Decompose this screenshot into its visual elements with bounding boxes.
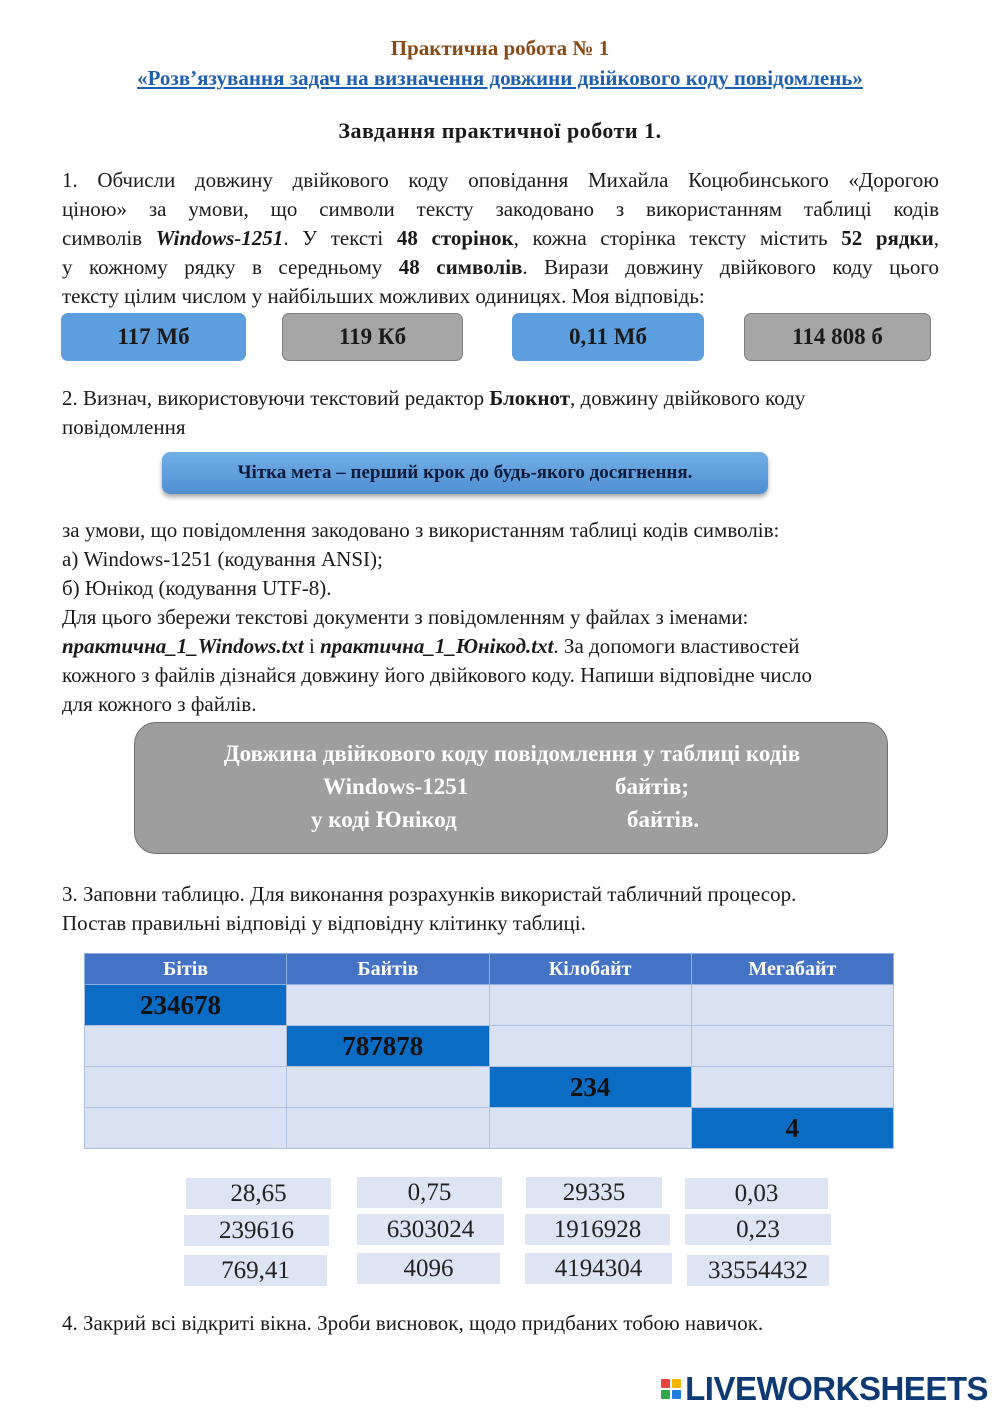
column-header-bits: Бітів bbox=[85, 954, 287, 985]
task2-line: 2. Визнач, використовуючи текстовий редактор Блокнот, довжину двійкового коду bbox=[62, 386, 806, 410]
task2-line: повідомлення bbox=[62, 415, 186, 439]
worksheet-title: Практична робота № 1 bbox=[390, 36, 610, 60]
task-heading: Завдання практичної роботи 1. bbox=[338, 118, 662, 143]
drop-cell[interactable] bbox=[489, 1026, 691, 1067]
column-header-bytes: Байтів bbox=[287, 954, 489, 985]
conversion-table bbox=[84, 953, 894, 1149]
message-banner: Чітка мета – перший крок до будь-якого досягнення. bbox=[162, 452, 768, 494]
answer-option-4[interactable]: 114 808 б bbox=[744, 313, 931, 361]
drop-cell[interactable] bbox=[85, 1026, 287, 1067]
answer-box bbox=[134, 722, 888, 854]
drop-cell[interactable] bbox=[287, 1067, 489, 1108]
answer-chip[interactable]: 769,41 bbox=[184, 1255, 327, 1286]
task4-line: 4. Закрий всі відкриті вікна. Зроби висновок, щодо придбаних тобою навичок. bbox=[62, 1311, 764, 1335]
answer-chip[interactable]: 29335 bbox=[526, 1177, 662, 1208]
answer-line: Довжина двійкового коду повідомлення у таблиці кодів bbox=[223, 741, 801, 766]
answer-chip[interactable]: 4096 bbox=[357, 1253, 500, 1284]
answer-unit: байтів; bbox=[615, 774, 690, 799]
answer-chip[interactable]: 28,65 bbox=[186, 1178, 331, 1209]
liveworksheets-logo bbox=[661, 1370, 988, 1408]
answer-chip[interactable]: 239616 bbox=[184, 1215, 329, 1246]
task1-line: 1. Обчисли довжину двійкового коду оповідання Михайла Коцюбинського «Дорогою bbox=[62, 168, 939, 192]
task2-line: за умови, що повідомлення закодовано з використанням таблиці кодів символів: bbox=[62, 518, 780, 542]
answer-chip[interactable]: 0,23 bbox=[685, 1214, 831, 1245]
task3-line: Постав правильні відповіді у відповідну клітинку таблиці. bbox=[62, 911, 586, 935]
given-value-cell: 4 bbox=[691, 1108, 893, 1149]
drop-cell[interactable] bbox=[489, 985, 691, 1026]
task2-line: кожного з файлів дізнайся довжину його двійкового коду. Напиши відповідне число bbox=[62, 663, 812, 687]
table-row bbox=[85, 1067, 894, 1108]
drop-cell[interactable] bbox=[85, 1067, 287, 1108]
drop-cell[interactable] bbox=[691, 985, 893, 1026]
answer-chip[interactable]: 0,75 bbox=[357, 1177, 502, 1208]
table-row bbox=[85, 985, 894, 1026]
drop-cell[interactable] bbox=[691, 1067, 893, 1108]
task1-line: ціною» за умови, що символи тексту закодовано з використанням таблиці кодів bbox=[62, 197, 939, 221]
task2-line: для кожного з файлів. bbox=[62, 692, 257, 716]
given-value-cell: 234 bbox=[489, 1067, 691, 1108]
task2-line: а) Windows-1251 (кодування ANSI); bbox=[62, 547, 383, 571]
answer-chip[interactable]: 33554432 bbox=[687, 1255, 829, 1286]
drop-cell[interactable] bbox=[85, 1108, 287, 1149]
answer-label-unicode: у коді Юнікод bbox=[311, 807, 457, 832]
answer-label-windows: Windows-1251 bbox=[323, 774, 469, 799]
logo-icon bbox=[661, 1379, 681, 1399]
task2-line: б) Юнікод (кодування UTF-8). bbox=[62, 576, 332, 600]
task2-line: Для цього збережи текстові документи з повідомленням у файлах з іменами: bbox=[62, 605, 749, 629]
answer-chip[interactable]: 6303024 bbox=[357, 1214, 504, 1245]
table-row bbox=[85, 1108, 894, 1149]
task2-line: практична_1_Windows.txt і практична_1_Юнікод.txt. За допомоги властивостей bbox=[62, 634, 800, 658]
drop-cell[interactable] bbox=[489, 1108, 691, 1149]
answer-unit: байтів. bbox=[627, 807, 700, 832]
given-value-cell: 787878 bbox=[287, 1026, 489, 1067]
drop-cell[interactable] bbox=[287, 1108, 489, 1149]
task1-line: у кожному рядку в середньому 48 символів. Вирази довжину двійкового коду цього bbox=[62, 255, 940, 279]
unicode-bytes-input[interactable] bbox=[493, 808, 619, 832]
table-row bbox=[85, 1026, 894, 1067]
logo-text: LIVEWORKSHEETS bbox=[685, 1370, 988, 1407]
task1-line: тексту цілим числом у найбільших можливих одиницях. Моя відповідь: bbox=[62, 284, 705, 308]
drop-cell[interactable] bbox=[287, 985, 489, 1026]
answer-option-1[interactable]: 117 Мб bbox=[61, 313, 246, 361]
worksheet-subtitle: «Розв’язування задач на визначення довжини двійкового коду повідомлень» bbox=[137, 66, 863, 90]
given-value-cell: 234678 bbox=[85, 985, 287, 1026]
windows-bytes-input[interactable] bbox=[495, 775, 607, 799]
answer-chip[interactable]: 1916928 bbox=[525, 1214, 670, 1245]
answer-chip[interactable]: 4194304 bbox=[525, 1253, 672, 1284]
column-header-kilobytes: Кілобайт bbox=[489, 954, 691, 985]
task1-line: символів Windows-1251. У тексті 48 сторінок, кожна сторінка тексту містить 52 рядки, bbox=[62, 226, 939, 250]
answer-option-2[interactable]: 119 Кб bbox=[282, 313, 463, 361]
answer-option-3[interactable]: 0,11 Мб bbox=[512, 313, 704, 361]
answer-chip[interactable]: 0,03 bbox=[685, 1178, 828, 1209]
column-header-megabytes: Мегабайт bbox=[691, 954, 893, 985]
drop-cell[interactable] bbox=[691, 1026, 893, 1067]
task3-line: 3. Заповни таблицю. Для виконання розрахунків використай табличний процесор. bbox=[62, 882, 797, 906]
